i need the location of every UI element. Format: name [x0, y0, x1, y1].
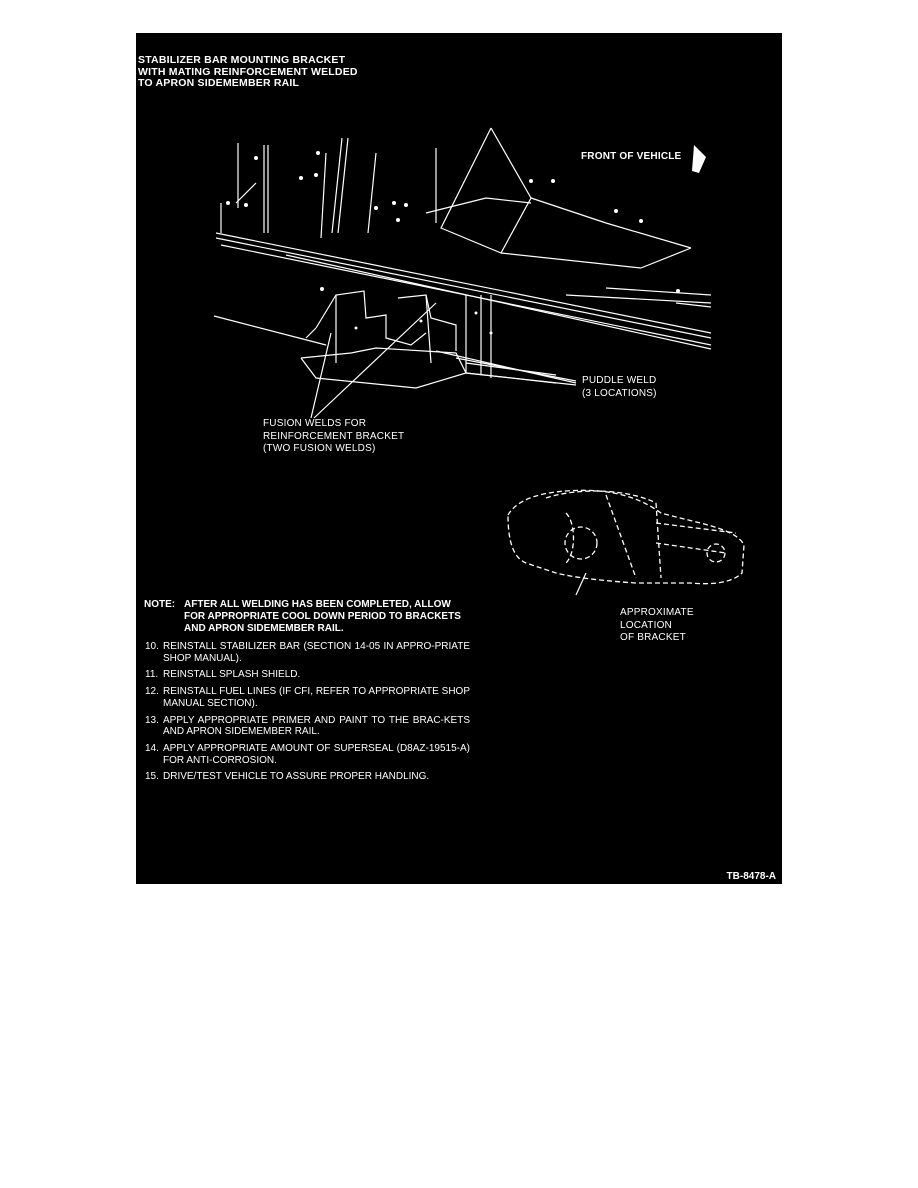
front-of-vehicle-label: FRONT OF VEHICLE: [581, 151, 682, 162]
front-arrow-icon: [692, 145, 706, 173]
welding-note: [144, 599, 474, 634]
step-text: REINSTALL FUEL LINES (IF CFI, REFER TO APPROPRIATE SHOP MANUAL SECTION).: [163, 686, 470, 709]
fusion-weld-label: FUSION WELDS FOR REINFORCEMENT BRACKET (TWO FUSION WELDS): [263, 418, 405, 454]
procedure-steps: [145, 641, 470, 788]
car-outline-icon: [508, 490, 744, 583]
step-number: 12.: [145, 686, 159, 698]
step-text: REINSTALL SPLASH SHIELD.: [163, 669, 301, 681]
figure-title: STABILIZER BAR MOUNTING BRACKET WITH MATING REINFORCEMENT WELDED TO APRON SIDEMEMBER RAIL: [138, 54, 358, 89]
step-number: 14.: [145, 742, 159, 754]
step-number: 15.: [145, 771, 159, 783]
step-number: 11.: [145, 669, 159, 681]
step-text: APPLY APPROPRIATE PRIMER AND PAINT TO THE BRAC-KETS AND APRON SIDEMEMBER RAIL.: [163, 714, 470, 738]
list-item: [145, 715, 470, 738]
approximate-location-label: APPROXIMATE LOCATION OF BRACKET: [620, 607, 694, 643]
figure-code: TB-8478-A: [726, 871, 776, 882]
note-lead: NOTE:: [144, 599, 176, 610]
step-text: REINSTALL STABILIZER BAR (SECTION 14-05 IN APPRO-PRIATE SHOP MANUAL).: [163, 641, 470, 664]
list-item: [145, 771, 470, 783]
note-text: AFTER ALL WELDING HAS BEEN COMPLETED, ALLOW FOR APPROPRIATE COOL DOWN PERIOD TO BRACKETS AND APRON SIDEMEMBER RAIL.: [184, 599, 461, 634]
step-number: 10.: [145, 641, 159, 652]
step-text: APPLY APPROPRIATE AMOUNT OF SUPERSEAL (D8AZ-19515-A) FOR ANTI-CORROSION.: [163, 742, 470, 766]
list-item: [145, 686, 470, 709]
list-item: [145, 669, 470, 681]
puddle-weld-label: PUDDLE WELD (3 LOCATIONS): [582, 375, 657, 399]
list-item: [145, 743, 470, 766]
step-number: 13.: [145, 714, 159, 726]
list-item: [145, 641, 470, 664]
technical-figure: [136, 33, 782, 884]
step-text: DRIVE/TEST VEHICLE TO ASSURE PROPER HANDLING.: [163, 771, 430, 783]
